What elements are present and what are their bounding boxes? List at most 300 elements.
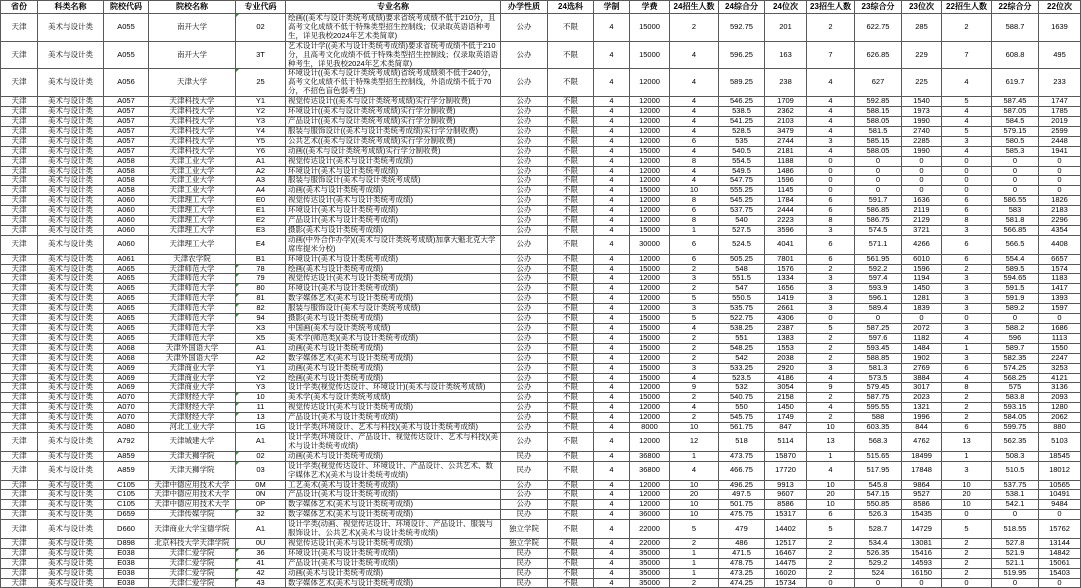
cell-score-22: 0	[992, 186, 1039, 196]
cell-rank-23: 9864	[902, 480, 942, 490]
cell-rank-22: 2019	[1039, 116, 1081, 126]
cell-major-name: 动画(中外合作办学)((美术与设计类统考成绩)加拿大魁北克大学席库提米分校)	[286, 235, 501, 254]
cell-major-code: A4	[236, 186, 286, 196]
cell-score-24: 546.25	[719, 97, 765, 107]
cell-enroll-24: 10	[670, 423, 719, 433]
cell-rank-23: 2285	[902, 136, 942, 146]
cell-tuition: 22000	[630, 538, 670, 548]
cell-category: 美术与设计类	[38, 423, 104, 433]
cell-score-23: 568.3	[855, 432, 902, 451]
cell-rank-24: 1709	[765, 97, 807, 107]
cell-enroll-23: 6	[807, 206, 855, 216]
cell-nature: 公办	[501, 403, 548, 413]
cell-major-name: 数字媒体艺术(美术与设计类统考成绩)	[286, 510, 501, 520]
table-row	[1, 69, 1081, 97]
cell-score-22: 0	[992, 166, 1039, 176]
cell-score-24: 535.75	[719, 304, 765, 314]
cell-enroll-24: 4	[670, 176, 719, 186]
column-header-nature: 办学性质	[501, 1, 548, 14]
cell-college-name: 天津师范大学	[149, 274, 236, 284]
cell-rank-22: 18545	[1039, 451, 1081, 461]
cell-score-24: 466.75	[719, 461, 765, 480]
cell-score-22: 587.05	[992, 107, 1039, 117]
cell-enroll-22: 0	[942, 156, 992, 166]
cell-rank-22: 2062	[1039, 413, 1081, 423]
cell-nature: 公办	[501, 235, 548, 254]
cell-rank-22: 15762	[1039, 520, 1081, 539]
cell-nature: 公办	[501, 480, 548, 490]
cell-enroll-23: 4	[807, 461, 855, 480]
cell-subjects: 不限	[548, 225, 594, 235]
cell-province: 天津	[1, 216, 38, 226]
cell-enroll-22: 6	[942, 196, 992, 206]
cell-rank-24: 1553	[765, 343, 807, 353]
cell-major-name: 设计学类(动画、视觉传达设计、环境设计、产品设计、服装与服饰设计、公共艺术)(美术与设计类统考成绩)	[286, 520, 501, 539]
cell-score-22: 566.5	[992, 235, 1039, 254]
cell-years: 4	[594, 136, 630, 146]
cell-enroll-22: 2	[942, 568, 992, 578]
cell-category: 美术与设计类	[38, 538, 104, 548]
cell-major-code: 13	[236, 413, 286, 423]
cell-score-22: 581.8	[992, 216, 1039, 226]
cell-province: 天津	[1, 116, 38, 126]
cell-tuition: 12000	[630, 196, 670, 206]
cell-province: 天津	[1, 166, 38, 176]
cell-province: 天津	[1, 284, 38, 294]
cell-major-name: 美术学(美术与设计类统考成绩)	[286, 393, 501, 403]
cell-category: 美术与设计类	[38, 126, 104, 136]
cell-nature: 公办	[501, 116, 548, 126]
cell-province: 天津	[1, 548, 38, 558]
cell-score-22: 575	[992, 383, 1039, 393]
table-row	[1, 314, 1081, 324]
table-row	[1, 548, 1081, 558]
cell-subjects: 不限	[548, 558, 594, 568]
cell-enroll-22: 2	[942, 558, 992, 568]
cell-college-name: 天津理工大学	[149, 196, 236, 206]
cell-score-22: 527.8	[992, 538, 1039, 548]
cell-rank-24: 17720	[765, 461, 807, 480]
cell-category: 美术与设计类	[38, 206, 104, 216]
cell-score-22: 584.5	[992, 116, 1039, 126]
cell-enroll-24: 4	[670, 116, 719, 126]
cell-enroll-23: 6	[807, 235, 855, 254]
cell-province: 天津	[1, 333, 38, 343]
cell-enroll-22: 2	[942, 548, 992, 558]
cell-rank-23: 0	[902, 578, 942, 588]
cell-rank-24: 2223	[765, 216, 807, 226]
cell-province: 天津	[1, 196, 38, 206]
cell-college-code: A060	[104, 225, 149, 235]
cell-college-name: 南开大学	[149, 14, 236, 42]
cell-rank-23: 285	[902, 14, 942, 42]
cell-score-23: 596.1	[855, 294, 902, 304]
cell-subjects: 不限	[548, 451, 594, 461]
cell-province: 天津	[1, 294, 38, 304]
cell-score-24: 478.75	[719, 558, 765, 568]
cell-province: 天津	[1, 423, 38, 433]
cell-tuition: 12000	[630, 284, 670, 294]
cell-major-name: 摄影(美术与设计类统考成绩)	[286, 314, 501, 324]
cell-nature: 民办	[501, 510, 548, 520]
cell-rank-22: 1826	[1039, 196, 1081, 206]
cell-rank-23: 2769	[902, 363, 942, 373]
cell-college-name: 天津师范大学	[149, 304, 236, 314]
table-row	[1, 254, 1081, 264]
cell-enroll-22: 6	[942, 423, 992, 433]
cell-major-name: 视觉传达设计(美术与设计类统考成绩)	[286, 274, 501, 284]
cell-score-23: 574.5	[855, 225, 902, 235]
cell-major-code: 94	[236, 314, 286, 324]
cell-nature: 公办	[501, 69, 548, 97]
cell-enroll-22: 4	[942, 107, 992, 117]
cell-major-name: 数字媒体艺术(美术与设计类统考成绩)	[286, 353, 501, 363]
cell-province: 天津	[1, 343, 38, 353]
cell-college-name: 天津理工大学	[149, 216, 236, 226]
cell-subjects: 不限	[548, 206, 594, 216]
cell-score-23: 517.95	[855, 461, 902, 480]
cell-major-code: Y3	[236, 383, 286, 393]
cell-major-code: 1G	[236, 423, 286, 433]
cell-years: 4	[594, 254, 630, 264]
cell-enroll-24: 10	[670, 500, 719, 510]
cell-years: 4	[594, 490, 630, 500]
cell-tuition: 15000	[630, 333, 670, 343]
cell-tuition: 35000	[630, 558, 670, 568]
cell-subjects: 不限	[548, 461, 594, 480]
cell-score-24: 540.75	[719, 393, 765, 403]
cell-subjects: 不限	[548, 304, 594, 314]
cell-enroll-22: 2	[942, 413, 992, 423]
cell-enroll-23: 2	[807, 343, 855, 353]
cell-tuition: 12000	[630, 254, 670, 264]
cell-tuition: 36000	[630, 510, 670, 520]
cell-rank-24: 4041	[765, 235, 807, 254]
cell-tuition: 12000	[630, 353, 670, 363]
column-header-tuition: 学费	[630, 1, 670, 14]
cell-major-name: 绘画((美术与设计类统考成绩)要求省统考成绩不低于210分，且高考文化成绩不低于特殊类型招生控制线；仅录取英语语种考生，详见我校2024年艺术类简章)	[286, 14, 501, 42]
cell-score-23: 0	[855, 578, 902, 588]
cell-rank-22: 2183	[1039, 206, 1081, 216]
cell-college-code: A058	[104, 166, 149, 176]
cell-category: 美术与设计类	[38, 69, 104, 97]
cell-tuition: 35000	[630, 578, 670, 588]
cell-score-23: 581.5	[855, 126, 902, 136]
cell-category: 美术与设计类	[38, 254, 104, 264]
cell-enroll-22: 3	[942, 225, 992, 235]
cell-years: 4	[594, 383, 630, 393]
cell-college-code: A065	[104, 264, 149, 274]
cell-college-code: A080	[104, 423, 149, 433]
cell-enroll-23: 8	[807, 216, 855, 226]
cell-subjects: 不限	[548, 353, 594, 363]
cell-nature: 公办	[501, 383, 548, 393]
cell-rank-22: 1113	[1039, 333, 1081, 343]
cell-major-code: E1	[236, 206, 286, 216]
cell-major-name: 动画(美术与设计类统考成绩)	[286, 568, 501, 578]
cell-rank-22: 9484	[1039, 500, 1081, 510]
cell-enroll-24: 2	[670, 333, 719, 343]
cell-years: 4	[594, 126, 630, 136]
cell-major-name: 服装与服饰设计((美术与设计类统考成绩)实行学分制收费)	[286, 126, 501, 136]
cell-college-code: C105	[104, 480, 149, 490]
cell-tuition: 12000	[630, 166, 670, 176]
table-row	[1, 500, 1081, 510]
cell-college-code: A069	[104, 383, 149, 393]
cell-enroll-24: 1	[670, 548, 719, 558]
cell-major-code: 3T	[236, 41, 286, 69]
column-header-score-23: 23综合分	[855, 1, 902, 14]
cell-tuition: 12000	[630, 383, 670, 393]
cell-major-name: 产品设计((美术与设计类统考成绩)实行学分制收费)	[286, 116, 501, 126]
cell-category: 美术与设计类	[38, 558, 104, 568]
cell-rank-23: 0	[902, 166, 942, 176]
table-row	[1, 274, 1081, 284]
cell-province: 天津	[1, 235, 38, 254]
cell-score-24: 533.25	[719, 363, 765, 373]
cell-years: 4	[594, 235, 630, 254]
cell-years: 4	[594, 41, 630, 69]
cell-college-name: 天津天狮学院	[149, 451, 236, 461]
cell-subjects: 不限	[548, 254, 594, 264]
cell-years: 4	[594, 558, 630, 568]
cell-years: 4	[594, 14, 630, 42]
cell-score-22: 538.1	[992, 490, 1039, 500]
cell-score-23: 524	[855, 568, 902, 578]
cell-years: 4	[594, 393, 630, 403]
cell-college-name: 天津科技大学	[149, 146, 236, 156]
cell-rank-22: 10565	[1039, 480, 1081, 490]
cell-score-22: 582.35	[992, 353, 1039, 363]
cell-enroll-23: 0	[807, 186, 855, 196]
cell-college-code: A060	[104, 196, 149, 206]
cell-rank-24: 3596	[765, 225, 807, 235]
table-row	[1, 216, 1081, 226]
cell-enroll-23: 4	[807, 403, 855, 413]
table-row	[1, 568, 1081, 578]
cell-enroll-24: 3	[670, 363, 719, 373]
cell-college-name: 天津师范大学	[149, 264, 236, 274]
cell-major-name: 艺术设计学((美术与设计类统考成绩)要求省统考成绩不低于210分，且高考文化成绩不低于特殊类型招生控制线；仅录取英语语种考生，详见我校2024年艺术类简章)	[286, 41, 501, 69]
table-row	[1, 136, 1081, 146]
cell-province: 天津	[1, 568, 38, 578]
cell-enroll-23: 6	[807, 196, 855, 206]
cell-college-code: A065	[104, 333, 149, 343]
cell-rank-24: 238	[765, 69, 807, 97]
cell-major-name: 数字媒体艺术(美术与设计类统考成绩)	[286, 294, 501, 304]
column-header-enroll-23: 23招生人数	[807, 1, 855, 14]
cell-nature: 公办	[501, 304, 548, 314]
cell-tuition: 15000	[630, 363, 670, 373]
cell-rank-24: 1145	[765, 186, 807, 196]
cell-college-code: E038	[104, 548, 149, 558]
cell-category: 美术与设计类	[38, 294, 104, 304]
cell-college-name: 天津中德应用技术大学	[149, 480, 236, 490]
cell-score-23: 589.4	[855, 304, 902, 314]
cell-enroll-23: 2	[807, 393, 855, 403]
cell-major-code: 79	[236, 274, 286, 284]
cell-major-code: 36	[236, 548, 286, 558]
cell-score-24: 554.5	[719, 156, 765, 166]
cell-enroll-24: 10	[670, 480, 719, 490]
cell-enroll-22: 20	[942, 490, 992, 500]
cell-enroll-22: 3	[942, 304, 992, 314]
cell-score-23: 595.55	[855, 403, 902, 413]
cell-score-23: 579.45	[855, 383, 902, 393]
cell-tuition: 22000	[630, 520, 670, 539]
table-row	[1, 14, 1081, 42]
cell-category: 美术与设计类	[38, 41, 104, 69]
cell-tuition: 15000	[630, 393, 670, 403]
cell-enroll-24: 2	[670, 14, 719, 42]
cell-rank-23: 18499	[902, 451, 942, 461]
cell-province: 天津	[1, 451, 38, 461]
cell-province: 天津	[1, 363, 38, 373]
cell-major-code: 82	[236, 304, 286, 314]
cell-score-22: 518.55	[992, 520, 1039, 539]
cell-province: 天津	[1, 14, 38, 42]
cell-enroll-24: 4	[670, 403, 719, 413]
cell-major-name: 视觉传达设计(美术与设计类统考成绩)	[286, 196, 501, 206]
cell-nature: 公办	[501, 333, 548, 343]
cell-rank-22: 1941	[1039, 146, 1081, 156]
cell-years: 4	[594, 294, 630, 304]
cell-rank-23: 3017	[902, 383, 942, 393]
cell-province: 天津	[1, 353, 38, 363]
table-row	[1, 304, 1081, 314]
cell-score-22: 586.55	[992, 196, 1039, 206]
cell-nature: 公办	[501, 166, 548, 176]
cell-college-code: A068	[104, 353, 149, 363]
cell-enroll-23: 1	[807, 451, 855, 461]
cell-major-name: 摄影(美术与设计类统考成绩)	[286, 225, 501, 235]
cell-score-24: 538.25	[719, 324, 765, 334]
cell-category: 美术与设计类	[38, 116, 104, 126]
cell-major-name: 视觉传达设计((美术与设计类统考成绩)实行学分制收费)	[286, 97, 501, 107]
cell-score-24: 471.5	[719, 548, 765, 558]
cell-enroll-23: 2	[807, 264, 855, 274]
cell-category: 美术与设计类	[38, 235, 104, 254]
cell-major-name: 环境设计(美术与设计类统考成绩)	[286, 206, 501, 216]
cell-subjects: 不限	[548, 568, 594, 578]
cell-tuition: 15000	[630, 343, 670, 353]
cell-score-23: 597.4	[855, 274, 902, 284]
cell-enroll-23: 4	[807, 69, 855, 97]
cell-enroll-24: 2	[670, 343, 719, 353]
cell-enroll-24: 4	[670, 107, 719, 117]
cell-rank-24: 2181	[765, 146, 807, 156]
table-row	[1, 97, 1081, 107]
cell-rank-23: 0	[902, 314, 942, 324]
cell-enroll-23: 4	[807, 107, 855, 117]
cell-major-code: 02	[236, 14, 286, 42]
cell-rank-23: 8586	[902, 500, 942, 510]
cell-enroll-22: 4	[942, 116, 992, 126]
cell-rank-24: 2158	[765, 393, 807, 403]
cell-college-name: 天津理工大学	[149, 206, 236, 216]
cell-major-code: 0P	[236, 500, 286, 510]
cell-nature: 公办	[501, 500, 548, 510]
cell-score-24: 545.25	[719, 196, 765, 206]
cell-rank-23: 1484	[902, 343, 942, 353]
cell-tuition: 15000	[630, 41, 670, 69]
cell-years: 4	[594, 314, 630, 324]
cell-subjects: 不限	[548, 156, 594, 166]
cell-rank-23: 3721	[902, 225, 942, 235]
cell-major-name: 视觉传达设计(美术与设计类统考成绩)	[286, 403, 501, 413]
cell-nature: 民办	[501, 558, 548, 568]
cell-enroll-24: 4	[670, 126, 719, 136]
cell-score-22: 519.95	[992, 568, 1039, 578]
cell-score-23: 592.2	[855, 264, 902, 274]
cell-enroll-22: 2	[942, 403, 992, 413]
column-header-subjects-24: 24选科	[548, 1, 594, 14]
cell-rank-23: 1540	[902, 97, 942, 107]
cell-province: 天津	[1, 432, 38, 451]
cell-enroll-24: 2	[670, 284, 719, 294]
cell-score-22: 596	[992, 333, 1039, 343]
cell-major-name: 设计学类(视觉传达设计、环境设计、产品设计、公共艺术、数字媒体艺术)(美术与设计类统考成绩)	[286, 461, 501, 480]
cell-major-name: 环境设计((美术与设计类统考成绩)实行学分制收费)	[286, 107, 501, 117]
cell-score-22: 589.2	[992, 304, 1039, 314]
cell-nature: 公办	[501, 393, 548, 403]
cell-major-code: X3	[236, 324, 286, 334]
cell-years: 4	[594, 176, 630, 186]
cell-category: 美术与设计类	[38, 413, 104, 423]
table-row	[1, 510, 1081, 520]
cell-major-name: 数字媒体艺术(美术与设计类统考成绩)	[286, 578, 501, 588]
cell-score-23: 526.35	[855, 548, 902, 558]
cell-college-name: 天津师范大学	[149, 333, 236, 343]
cell-enroll-24: 5	[670, 294, 719, 304]
cell-tuition: 12000	[630, 432, 670, 451]
cell-enroll-24: 8	[670, 196, 719, 206]
table-row	[1, 284, 1081, 294]
cell-score-23: 561.95	[855, 254, 902, 264]
cell-enroll-23: 10	[807, 480, 855, 490]
table-row	[1, 461, 1081, 480]
cell-enroll-24: 6	[670, 235, 719, 254]
cell-major-code: 42	[236, 568, 286, 578]
cell-score-22: 591.5	[992, 284, 1039, 294]
cell-province: 天津	[1, 393, 38, 403]
cell-rank-22: 1785	[1039, 107, 1081, 117]
cell-major-code: A2	[236, 166, 286, 176]
cell-tuition: 12000	[630, 304, 670, 314]
table-row	[1, 166, 1081, 176]
cell-college-code: E038	[104, 558, 149, 568]
cell-college-code: A070	[104, 403, 149, 413]
cell-major-code: Y5	[236, 136, 286, 146]
cell-score-23: 0	[855, 166, 902, 176]
cell-college-code: A055	[104, 41, 149, 69]
cell-province: 天津	[1, 107, 38, 117]
cell-rank-24: 15317	[765, 510, 807, 520]
cell-province: 天津	[1, 403, 38, 413]
cell-major-name: 环境设计((美术与设计类统考成绩)省统考成绩须不低于240分，高考文化成绩不低于特殊类型招生控制线，外语成绩不低于70分，不招色盲色弱考生)	[286, 69, 501, 97]
table-row	[1, 403, 1081, 413]
cell-category: 美术与设计类	[38, 264, 104, 274]
cell-province: 天津	[1, 314, 38, 324]
table-row	[1, 156, 1081, 166]
cell-years: 4	[594, 116, 630, 126]
cell-score-24: 538.5	[719, 107, 765, 117]
cell-nature: 民办	[501, 461, 548, 480]
cell-college-name: 天津工业大学	[149, 176, 236, 186]
cell-rank-24: 1656	[765, 284, 807, 294]
cell-rank-24: 14402	[765, 520, 807, 539]
cell-years: 4	[594, 578, 630, 588]
